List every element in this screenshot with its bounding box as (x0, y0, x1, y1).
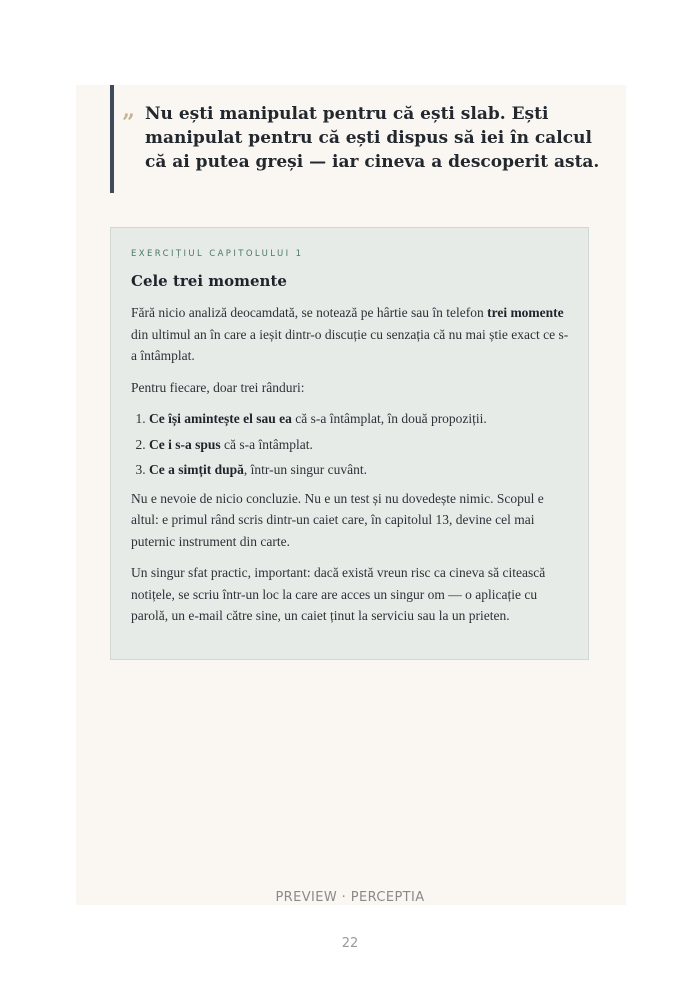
list-item: 3. Ce a simțit după, într-un singur cuvânt. (149, 459, 571, 481)
exercise-advice: Un singur sfat practic, important: dacă există vreun risc ca cineva să citească notițele, se scriu într-un loc la care are acces un singur om — o aplicație cu parolă, un e-mail către sine, un caiet ținut la serviciu sau la un prieten. (131, 565, 546, 623)
exercise-box (110, 227, 589, 660)
quote-mark-icon: ” (122, 110, 135, 136)
exercise-title: Cele trei momente (131, 272, 287, 290)
pull-quote-text: Nu ești manipulat pentru că ești slab. Ești manipulat pentru că ești dispus să iei în calcul că ai putea greși — iar cineva a descoperit asta. (145, 104, 600, 172)
exercise-body (131, 302, 571, 637)
exercise-conclusion: Nu e nevoie de nicio concluzie. Nu e un test și nu dovedește nimic. Scopul e altul: e primul rând scris dintr-un caiet care, în capitolul 13, devine cel mai puternic instrument din carte. (131, 490, 544, 549)
exercise-list (131, 408, 571, 481)
page-number: 22 (341, 936, 359, 951)
list-item: 2. Ce i s-a spus că s-a întâmplat. (149, 434, 571, 456)
exercise-list-lead: Pentru fiecare, doar trei rânduri: (131, 379, 305, 395)
preview-footer-label: PREVIEW · PERCEPTIA (275, 890, 425, 905)
exercise-intro: Fără nicio analiză deocamdată, se notează pe hârtie sau în telefon trei momente din ultimul an în care a ieșit dintr-o discuție cu senzația că nu mai știe exact ce s-a întâmplat. (131, 305, 569, 363)
exercise-label: EXERCIȚIUL CAPITOLULUI 1 (131, 249, 304, 259)
list-item: 1. Ce își amintește el sau ea că s-a întâmplat, în două propoziții. (149, 408, 571, 430)
